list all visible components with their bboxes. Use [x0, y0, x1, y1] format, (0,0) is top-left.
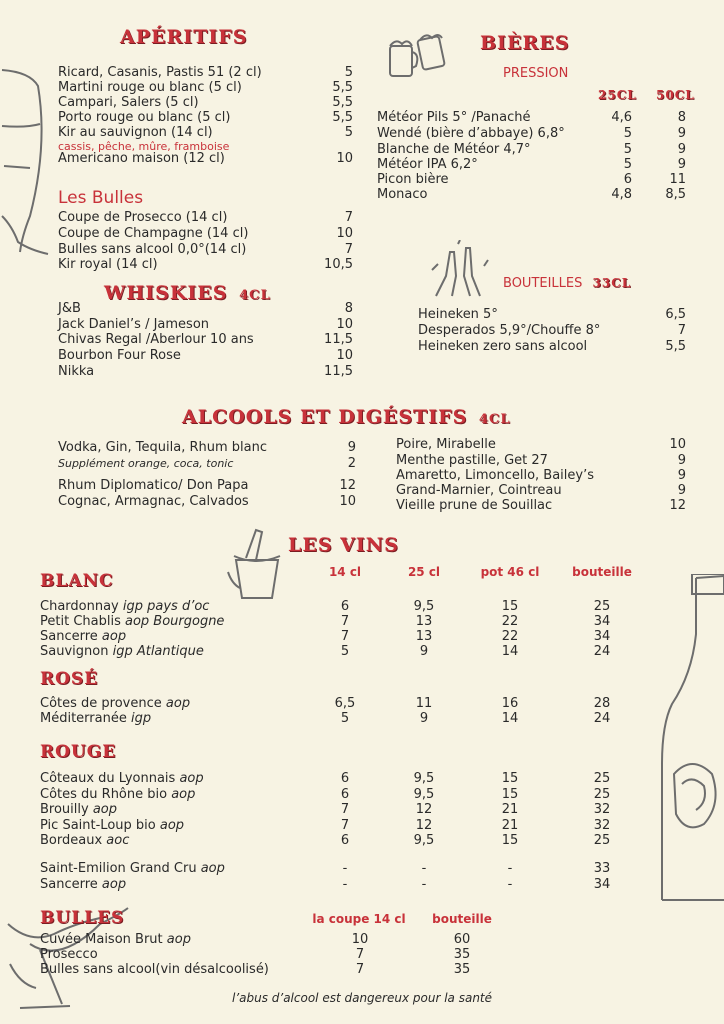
wine-price: 12 [415, 818, 433, 833]
wine-appellation: igp [126, 711, 152, 726]
wine-price: 7 [340, 614, 350, 629]
cheers-bottles-icon [430, 240, 490, 298]
menu-item-price: 11,5 [324, 364, 353, 379]
col-25cl-header: 25CL [598, 88, 637, 102]
menu-item-price: 7 [677, 323, 686, 338]
wine-name-text: Sancerre [40, 877, 98, 892]
wine-price: 11 [415, 696, 433, 711]
rouge-title: ROUGE [40, 742, 117, 762]
wine-price: 15 [501, 771, 519, 786]
wine-price: 24 [593, 711, 611, 726]
aperitifs-title: APÉRITIFS [120, 26, 248, 48]
alcool-price: 12 [669, 498, 686, 513]
bulles-wine-price: 35 [453, 962, 471, 977]
alcool-price: 10 [339, 494, 356, 509]
beer-price-50cl: 8 [677, 110, 686, 125]
menu-item-price: 5 [344, 125, 353, 140]
bulles-wine-name [40, 962, 269, 977]
wine-price: - [507, 861, 513, 876]
alcool-name: Poire, Mirabelle [396, 437, 496, 452]
menu-item-name: Desperados 5,9°/Chouffe 8° [418, 323, 601, 338]
beer-price-50cl: 8,5 [665, 187, 686, 202]
wine-price: 9,5 [413, 771, 435, 786]
wine-name-text: Sancerre [40, 629, 98, 644]
menu-item-name: J&B [58, 301, 81, 316]
wine-name-text: Bordeaux [40, 833, 103, 848]
menu-item-name: Heineken zero sans alcool [418, 339, 588, 354]
wine-glass-icon [0, 66, 50, 256]
menu-item-name: Americano maison (12 cl) [58, 151, 225, 166]
wine-price: - [342, 861, 348, 876]
wine-bucket-icon [226, 526, 288, 602]
wine-name [40, 644, 204, 659]
wine-name-text: Côteaux du Lyonnais [40, 771, 176, 786]
alcool-name: Vieille prune de Souillac [396, 498, 553, 513]
wine-column-header: pot 46 cl [480, 565, 540, 579]
alcool-name: Vodka, Gin, Tequila, Rhum blanc [58, 440, 268, 455]
wine-price: 14 [501, 711, 519, 726]
rose-title: ROSÉ [40, 669, 99, 689]
menu-item-price: 10 [336, 151, 353, 166]
wine-name [40, 877, 126, 892]
alcool-price: 10 [669, 437, 686, 452]
wine-name-text: Petit Chablis [40, 614, 121, 629]
wine-price: 32 [593, 802, 611, 817]
beer-price-25cl: 6 [623, 172, 632, 187]
wine-price: 34 [593, 614, 611, 629]
wine-price: 21 [501, 802, 519, 817]
wine-appellation: aop [175, 771, 204, 786]
menu-item-price: 5,5 [665, 339, 686, 354]
wine-name-text: Saint-Emilion Grand Cru [40, 861, 197, 876]
wine-name [40, 696, 190, 711]
wine-price: - [421, 877, 427, 892]
alcool-price: 12 [339, 478, 356, 493]
wine-price: 25 [593, 833, 611, 848]
bulles-wine-name [40, 932, 191, 947]
wine-price: 7 [340, 629, 350, 644]
whiskies-title-text: WHISKIES [104, 282, 228, 304]
bulles-column-header: la coupe 14 cl [312, 912, 406, 926]
menu-item-price: 10,5 [324, 257, 353, 272]
menu-item-name: Coupe de Champagne (14 cl) [58, 226, 249, 241]
wine-name-text: Brouilly [40, 802, 89, 817]
wine-price: 34 [593, 877, 611, 892]
menu-item-price: 6,5 [665, 307, 686, 322]
bouteilles-label-text: BOUTEILLES [503, 276, 583, 291]
bulles-wine-name-text: Prosecco [40, 947, 98, 962]
menu-item-name: Kir royal (14 cl) [58, 257, 158, 272]
bouteilles-label [503, 276, 631, 291]
wine-appellation: aop [155, 818, 185, 833]
health-warning: l’abus d’alcool est dangereux pour la santé [231, 991, 493, 1005]
bouteilles-unit: 33CL [592, 276, 632, 290]
menu-item-price: 10 [336, 226, 353, 241]
wine-price: 15 [501, 787, 519, 802]
alcool-price: 9 [347, 440, 356, 455]
wine-price: 6 [340, 599, 350, 614]
wine-column-header: bouteille [572, 565, 632, 579]
beer-name: Météor Pils 5° /Panaché [377, 110, 531, 125]
wine-price: 15 [501, 599, 519, 614]
beer-price-50cl: 9 [677, 126, 686, 141]
beer-name: Picon bière [377, 172, 449, 187]
les-bulles-title: Les Bulles [58, 188, 144, 208]
wine-price: 9,5 [413, 787, 435, 802]
wine-price: 28 [593, 696, 611, 711]
wine-price: 22 [501, 629, 519, 644]
wine-name-text: Sauvignon [40, 644, 109, 659]
bulles-wine-price: 7 [355, 962, 365, 977]
beer-price-50cl: 9 [677, 142, 686, 157]
bulles-wine-price: 10 [351, 932, 369, 947]
wine-price: 25 [593, 599, 611, 614]
menu-item-price: 11,5 [324, 332, 353, 347]
menu-item-name: Bulles sans alcool 0,0°(14 cl) [58, 242, 247, 257]
bottle-illustration-icon [652, 574, 724, 904]
beer-name: Météor IPA 6,2° [377, 157, 478, 172]
alcool-name: Grand-Marnier, Cointreau [396, 483, 562, 498]
whiskies-unit: 4CL [239, 288, 271, 303]
wine-name [40, 802, 117, 817]
beer-price-25cl: 4,8 [611, 187, 632, 202]
wine-appellation: igp pays d’oc [118, 599, 210, 614]
menu-item-price: 10 [336, 317, 353, 332]
kir-flavors-note: cassis, pêche, mûre, framboise [58, 140, 230, 153]
wine-price: - [421, 861, 427, 876]
wine-price: 13 [415, 614, 433, 629]
wine-price: 12 [415, 802, 433, 817]
wine-price: 7 [340, 818, 350, 833]
wine-price: 32 [593, 818, 611, 833]
wine-price: 22 [501, 614, 519, 629]
wine-price: 9 [419, 711, 429, 726]
wine-price: 25 [593, 787, 611, 802]
beer-price-25cl: 4,6 [611, 110, 632, 125]
wine-price: 21 [501, 818, 519, 833]
wine-name [40, 833, 129, 848]
bulles-wine-appellation: aop [162, 932, 191, 947]
wine-name-text: Côtes du Rhône bio [40, 787, 168, 802]
bulles-wine-title: BULLES [40, 908, 125, 928]
menu-item-name: Martini rouge ou blanc (5 cl) [58, 80, 242, 95]
wine-price: 6 [340, 833, 350, 848]
beer-price-50cl: 11 [669, 172, 686, 187]
menu-item-name: Jack Daniel’s / Jameson [58, 317, 210, 332]
pression-label: PRESSION [503, 66, 569, 81]
wine-name [40, 787, 195, 802]
wine-price: 5 [340, 711, 350, 726]
wine-price: - [507, 877, 513, 892]
alcools-title-text: ALCOOLS ET DIGÉSTIFS [182, 406, 468, 428]
col-50cl-header: 50CL [656, 88, 695, 102]
wine-name-text: Pic Saint-Loup bio [40, 818, 156, 833]
menu-item-name: Bourbon Four Rose [58, 348, 181, 363]
wine-price: 13 [415, 629, 433, 644]
wine-appellation: aoc [102, 833, 130, 848]
wine-name [40, 771, 204, 786]
wine-price: 16 [501, 696, 519, 711]
alcool-name: Menthe pastille, Get 27 [396, 453, 548, 468]
bulles-wine-price: 60 [453, 932, 471, 947]
menu-item-name: Porto rouge ou blanc (5 cl) [58, 110, 231, 125]
menu-item-price: 7 [344, 210, 353, 225]
beer-price-25cl: 5 [623, 157, 632, 172]
wine-name-text: Méditerranée [40, 711, 127, 726]
menu-item-name: Ricard, Casanis, Pastis 51 (2 cl) [58, 65, 262, 80]
wine-appellation: aop [88, 802, 118, 817]
wine-appellation: igp Atlantique [108, 644, 204, 659]
bulles-wine-name-text: Bulles sans alcool(vin désalcoolisé) [40, 962, 269, 977]
wine-name [40, 614, 224, 629]
bulles-wine-name [40, 947, 98, 962]
alcool-price: 9 [677, 468, 686, 483]
wine-name [40, 818, 184, 833]
bulles-wine-name-text: Cuvée Maison Brut [40, 932, 163, 947]
wine-name [40, 861, 225, 876]
wine-column-header: 14 cl [328, 565, 362, 579]
vins-title: LES VINS [288, 534, 399, 556]
wine-price: - [342, 877, 348, 892]
wine-name [40, 711, 151, 726]
wine-name [40, 599, 209, 614]
wine-price: 34 [593, 629, 611, 644]
menu-item-price: 8 [344, 301, 353, 316]
wine-price: 14 [501, 644, 519, 659]
beer-name: Wendé (bière d’abbaye) 6,8° [377, 126, 565, 141]
menu-item-name: Nikka [58, 364, 95, 379]
beer-price-50cl: 9 [677, 157, 686, 172]
beer-price-25cl: 5 [623, 142, 632, 157]
beer-mugs-icon [386, 32, 454, 84]
beer-price-25cl: 5 [623, 126, 632, 141]
wine-price: 7 [340, 802, 350, 817]
menu-item-name: Kir au sauvignon (14 cl) [58, 125, 213, 140]
wine-appellation: aop [97, 877, 127, 892]
blanc-title: BLANC [40, 571, 114, 591]
wine-price: 25 [593, 771, 611, 786]
whiskies-title [104, 282, 271, 304]
bulles-column-header: bouteille [432, 912, 492, 926]
wine-appellation: aop [196, 861, 225, 876]
alcool-name: Cognac, Armagnac, Calvados [58, 494, 249, 509]
wine-appellation: aop [167, 787, 196, 802]
wine-price: 9 [419, 644, 429, 659]
wine-price: 6,5 [334, 696, 356, 711]
wine-name-text: Côtes de provence [40, 696, 162, 711]
alcool-price: 9 [677, 453, 686, 468]
menu-item-price: 5 [344, 65, 353, 80]
menu-item-name: Coupe de Prosecco (14 cl) [58, 210, 228, 225]
alcool-name: Amaretto, Limoncello, Bailey’s [396, 468, 594, 483]
bulles-wine-price: 7 [355, 947, 365, 962]
alcool-price: 9 [677, 483, 686, 498]
menu-item-price: 10 [336, 348, 353, 363]
wine-price: 33 [593, 861, 611, 876]
wine-appellation: aop Bourgogne [120, 614, 225, 629]
wine-price: 6 [340, 771, 350, 786]
alcool-name: Rhum Diplomatico/ Don Papa [58, 478, 249, 493]
alcools-unit: 4CL [478, 412, 511, 427]
beer-name: Blanche de Météor 4,7° [377, 142, 531, 157]
menu-item-name: Heineken 5° [418, 307, 498, 322]
menu-item-name: Campari, Salers (5 cl) [58, 95, 199, 110]
alcools-title [182, 406, 510, 428]
menu-item-price: 5,5 [332, 80, 353, 95]
menu-item-price: 7 [344, 242, 353, 257]
wine-appellation: aop [97, 629, 127, 644]
wine-appellation: aop [161, 696, 191, 711]
wine-price: 5 [340, 644, 350, 659]
bulles-wine-price: 35 [453, 947, 471, 962]
wine-column-header: 25 cl [407, 565, 441, 579]
wine-price: 15 [501, 833, 519, 848]
menu-item-name: Chivas Regal /Aberlour 10 ans [58, 332, 254, 347]
bieres-title: BIÈRES [480, 32, 570, 54]
alcool-price: 2 [347, 456, 356, 471]
menu-item-price: 5,5 [332, 110, 353, 125]
menu-item-price: 5,5 [332, 95, 353, 110]
alcool-name: Supplément orange, coca, tonic [58, 457, 234, 470]
wine-price: 9,5 [413, 833, 435, 848]
wine-name [40, 629, 126, 644]
wine-price: 9,5 [413, 599, 435, 614]
beer-name: Monaco [377, 187, 428, 202]
wine-price: 6 [340, 787, 350, 802]
wine-price: 24 [593, 644, 611, 659]
wine-name-text: Chardonnay [40, 599, 119, 614]
